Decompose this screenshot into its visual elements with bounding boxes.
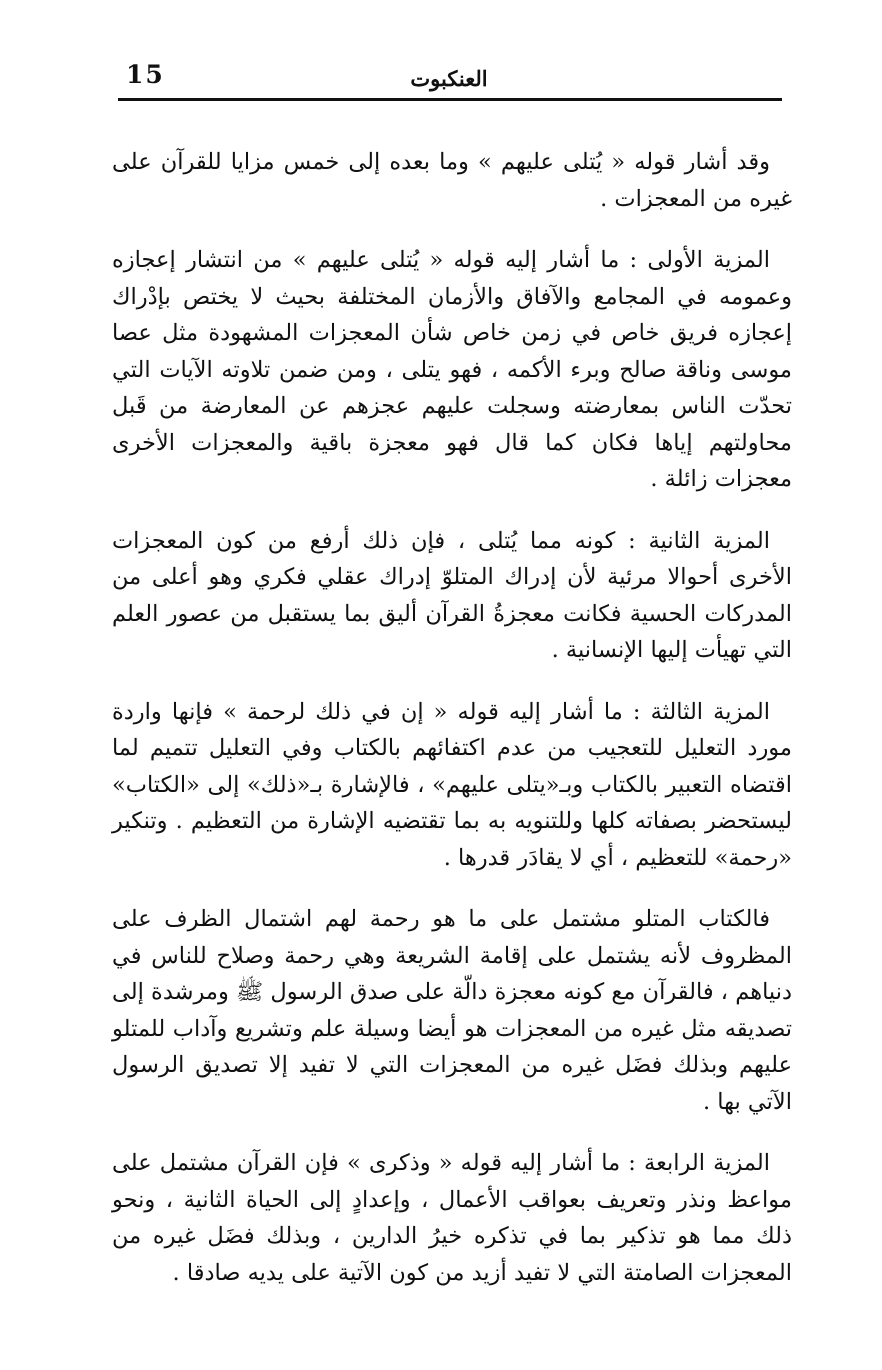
paragraph-mercy-explanation: فالكتاب المتلو مشتمل على ما هو رحمة لهم اشتمال الظرف على المظروف لأنه يشتمل على إقامة الشريعة وهي رحمة وصلاح للناس في دنياهم ، فالقرآن مع كونه معجزة دالّة على صدق الرسول ﷺ ومرشدة إلى تصديقه مثل غيره من المعجزات هو أيضا وسيلة علم وتشريع وآداب للمتلو عليهم وبذلك فضَل غيره من المعجزات التي لا تفيد إلا تصديق الرسول الآتي بها . xyxy=(112,906,792,1115)
paragraph-third-merit: المزية الثالثة : ما أشار إليه قوله « إن في ذلك لرحمة » فإنها واردة مورد التعليل للتعجيب من عدم اكتفائهم بالكتاب وفي التعليل تتميم لما اقتضاه التعبير بالكتاب وبـ«يتلى عليهم» ، فالإشارة بـ«ذلك» إلى «الكتاب» ليستحضر بصفاته كلها وللتنويه به بما تقتضيه الإشارة من التعظيم . وتنكير «رحمة» للتعظيم ، أي لا يقادَر قدرها . xyxy=(112,698,792,871)
paragraph-fourth-merit: المزية الرابعة : ما أشار إليه قوله « وذكرى » فإن القرآن مشتمل على مواعظ ونذر وتعريف بعواقب الأعمال ، وإعدادٍ إلى الحياة الثانية ، ونحو ذلك مما هو تذكير بما في تذكره خيرُ الدارين ، وبذلك فضَل غيره من المعجزات الصامتة التي لا تفيد أزيد من كون الآتية على يديه صادقا . xyxy=(112,1150,792,1286)
page-number: 15 xyxy=(126,60,165,89)
paragraph-first-merit: المزية الأولى : ما أشار إليه قوله « يُتلى عليهم » من انتشار إعجازه وعمومه في المجامع والآفاق والأزمان المختلفة بحيث لا يختص بإدْراك إعجازه فريق خاص في زمن خاص شأن المعجزات المشهودة مثل عصا موسى وناقة صالح وبرء الأكمه ، فهو يتلى ، ومن ضمن تلاوته الآيات التي تحدّت الناس بمعارضته وسجلت عليهم عجزهم عن المعارضة من قَبل محاولتهم إياها فكان كما قال فهو معجزة باقية والمعجزات الأخرى معجزات زائلة . xyxy=(112,247,792,492)
header-rule xyxy=(118,98,782,101)
page-header xyxy=(118,58,780,98)
running-title: العنكبوت xyxy=(410,66,488,91)
paragraph-intro: وقد أشار قوله « يُتلى عليهم » وما بعده إلى خمس مزايا للقرآن على غيره من المعجزات . xyxy=(112,149,792,212)
body-text xyxy=(112,144,792,1316)
paragraph-second-merit: المزية الثانية : كونه مما يُتلى ، فإن ذلك أرفع من كون المعجزات الأخرى أحوالا مرئية لأن إدراك المتلوّ إدراك عقلي فكري وهو أعلى من المدركات الحسية فكانت معجزةُ القرآن أليق بما يستقبل من عصور العلم التي تهيأت إليها الإنسانية . xyxy=(112,527,792,663)
